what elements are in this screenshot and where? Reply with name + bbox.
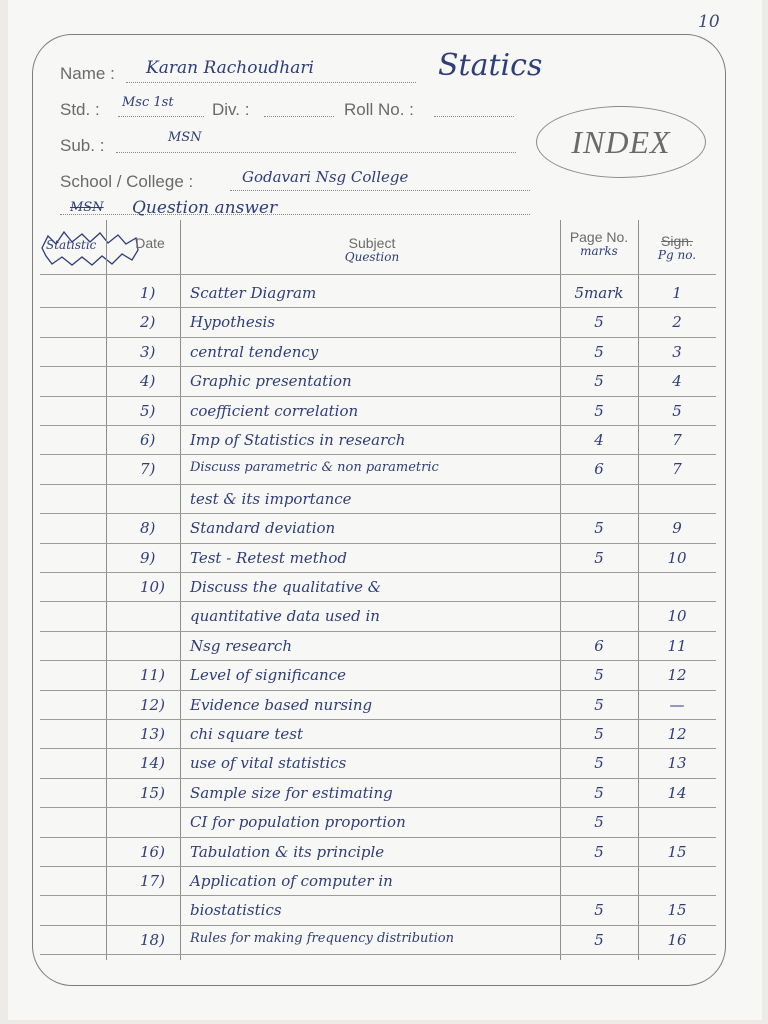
- col-header-subject-note: Question: [344, 249, 400, 264]
- row-number: 1): [140, 284, 156, 302]
- row-number: 15): [140, 783, 165, 802]
- roll-label: Roll No. :: [344, 100, 414, 119]
- row-page-number: 14: [667, 783, 687, 802]
- row-marks: 5: [594, 401, 604, 420]
- row-marks: 5: [594, 725, 604, 743]
- row-subject: Rules for making frequency distribution: [190, 930, 454, 946]
- bottom-edge: [8, 1012, 768, 1024]
- std-value: Msc 1st: [122, 95, 174, 110]
- stamp-text: Statistic: [46, 238, 97, 252]
- row-subject: Hypothesis: [190, 313, 275, 332]
- row-subject: Discuss the qualitative &: [190, 578, 382, 596]
- row-marks: 6: [594, 460, 604, 479]
- row-page-number: 15: [667, 901, 687, 920]
- table-row: [40, 425, 716, 454]
- table-row: [40, 337, 716, 366]
- row-marks: 5: [594, 695, 604, 714]
- name-label: Name :: [60, 64, 115, 83]
- row-marks: 4: [594, 431, 604, 449]
- row-page-number: 12: [667, 725, 687, 743]
- row-marks: 5: [594, 783, 604, 802]
- row-number: 3): [140, 342, 156, 361]
- row-subject: Discuss parametric & non parametric: [190, 460, 439, 476]
- notebook-page: [8, 0, 762, 1020]
- table-row: [40, 572, 716, 601]
- row-subject: Scatter Diagram: [190, 284, 317, 302]
- row-page-number: 11: [667, 636, 687, 655]
- std-line: [118, 116, 204, 117]
- roll-line: [434, 116, 514, 117]
- row-page-number: 9: [672, 519, 682, 538]
- school-value: Godavari Nsg College: [242, 168, 409, 186]
- row-subject: Imp of Statistics in research: [190, 431, 406, 449]
- col-header-page: [562, 230, 636, 257]
- table-row: [40, 690, 716, 719]
- div-label: Div. :: [212, 100, 250, 119]
- row-number: 7): [140, 460, 156, 479]
- sub-line: [116, 152, 516, 153]
- row-subject: use of vital statistics: [190, 754, 347, 773]
- table-row: [40, 748, 716, 777]
- header-rule: [40, 274, 716, 275]
- table-row: [40, 660, 716, 689]
- index-table: [40, 220, 716, 960]
- school-line-2: [60, 214, 530, 215]
- row-page-number: 5: [672, 401, 682, 420]
- sub-label: Sub. :: [60, 136, 105, 155]
- row-subject: biostatistics: [190, 901, 282, 920]
- row-number: 6): [140, 431, 156, 449]
- row-page-number: 10: [667, 548, 687, 567]
- row-page-number: 15: [667, 842, 687, 861]
- row-marks: 5: [594, 548, 604, 567]
- table-row: [40, 719, 716, 748]
- row-number: 16): [140, 842, 165, 861]
- row-subject: CI for population proportion: [190, 813, 406, 832]
- page-corner-note: 10: [698, 12, 720, 32]
- row-subject: quantitative data used in: [190, 607, 380, 626]
- table-row: [40, 631, 716, 660]
- row-subject: Level of significance: [190, 666, 346, 685]
- row-subject: Application of computer in: [190, 872, 393, 890]
- row-subject: Test - Retest method: [190, 548, 348, 567]
- row-marks: 5: [594, 342, 604, 361]
- col-header-date: Date: [135, 235, 165, 251]
- col-header-sign: [640, 234, 714, 261]
- row-marks: 5: [594, 372, 604, 391]
- row-page-number: 13: [667, 754, 687, 773]
- table-row: [40, 601, 716, 630]
- row-subject: Graphic presentation: [190, 372, 352, 391]
- name-value: Karan Rachoudhari: [146, 58, 314, 78]
- row-subject: Evidence based nursing: [190, 695, 373, 714]
- sub-value: MSN: [168, 130, 202, 145]
- index-badge: INDEX: [536, 106, 706, 178]
- row-marks: 6: [594, 636, 604, 655]
- div-line: [264, 116, 334, 117]
- row-number: 5): [140, 401, 156, 420]
- table-row: [40, 866, 716, 895]
- row-page-number: 7: [672, 431, 682, 449]
- table-row: [40, 778, 716, 807]
- row-marks: 5mark: [574, 284, 624, 302]
- table-row: [40, 484, 716, 513]
- row-marks: 5: [594, 519, 604, 538]
- row-page-number: 3: [672, 342, 682, 361]
- row-number: 2): [140, 313, 156, 332]
- col-header-page-label: Page No.: [569, 229, 629, 245]
- row-number: 13): [140, 725, 165, 743]
- row-page-number: 10: [667, 607, 687, 626]
- row-number: 17): [140, 872, 165, 890]
- row-number: 10): [140, 578, 165, 596]
- table-row: [40, 454, 716, 483]
- row-subject: coefficient correlation: [190, 401, 359, 420]
- row-page-number: 7: [672, 460, 682, 479]
- table-row: [40, 366, 716, 395]
- row-marks: 5: [594, 666, 604, 685]
- row-number: 18): [140, 930, 165, 949]
- col-header-subject: [190, 236, 554, 263]
- col-header-page-note: marks: [580, 243, 618, 258]
- struck-word: MSN: [70, 200, 104, 215]
- col-header-sign-note: Pg no.: [657, 247, 697, 262]
- row-marks: 5: [594, 842, 604, 861]
- name-line: [126, 82, 416, 83]
- col-header-subject-label: Subject: [348, 235, 396, 251]
- table-row: [40, 307, 716, 336]
- table-row: [40, 925, 716, 954]
- row-subject: Standard deviation: [190, 519, 336, 538]
- row-marks: 5: [594, 754, 604, 773]
- row-rule: [40, 954, 716, 955]
- school-label: School / College :: [60, 172, 194, 191]
- row-number: 9): [140, 548, 156, 567]
- table-row: [40, 513, 716, 542]
- std-label: Std. :: [60, 100, 100, 119]
- row-subject: chi square test: [190, 725, 303, 743]
- row-subject: central tendency: [190, 342, 319, 361]
- row-marks: 5: [594, 813, 604, 832]
- question-answer-note: Question answer: [132, 198, 278, 218]
- row-page-number: 4: [672, 372, 682, 391]
- row-number: 14): [140, 754, 165, 773]
- table-row: [40, 807, 716, 836]
- row-page-number: 1: [672, 284, 682, 302]
- subject-title: Statics: [438, 48, 543, 83]
- row-subject: Sample size for estimating: [190, 783, 393, 802]
- col-header-sign-label: Sign.: [661, 233, 693, 249]
- row-number: 4): [140, 372, 156, 391]
- row-subject: test & its importance: [190, 489, 352, 508]
- table-row: [40, 895, 716, 924]
- row-page-number: 12: [667, 666, 687, 685]
- row-page-number: 2: [672, 313, 682, 332]
- row-number: 11): [140, 666, 165, 685]
- table-row: [40, 396, 716, 425]
- row-marks: 5: [594, 901, 604, 920]
- row-subject: Nsg research: [190, 636, 292, 655]
- row-page-number: 16: [667, 930, 687, 949]
- table-row: [40, 278, 716, 307]
- table-row: [40, 543, 716, 572]
- table-row: [40, 837, 716, 866]
- row-page-number: —: [669, 695, 685, 714]
- row-subject: Tabulation & its principle: [190, 842, 385, 861]
- row-number: 12): [140, 695, 165, 714]
- row-marks: 5: [594, 313, 604, 332]
- row-marks: 5: [594, 930, 604, 949]
- school-line: [230, 190, 530, 191]
- row-number: 8): [140, 519, 156, 538]
